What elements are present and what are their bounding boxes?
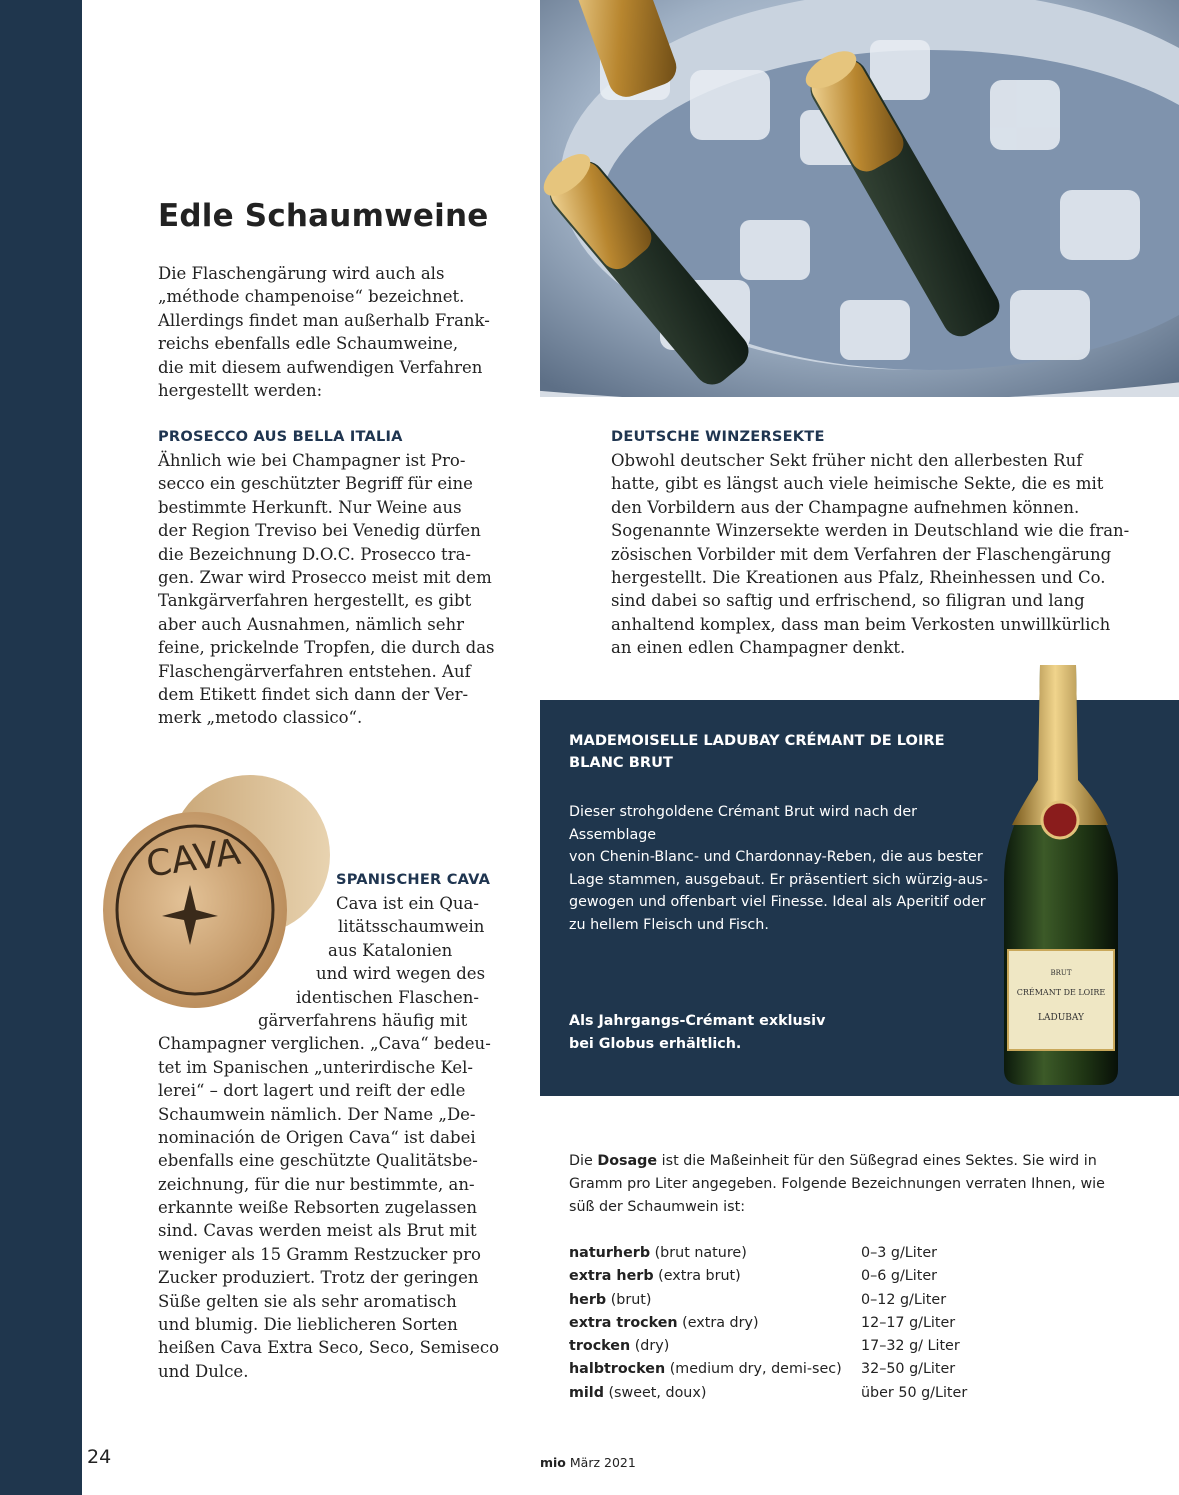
dosage-row-description: (dry) <box>630 1338 670 1355</box>
dosage-row-amount: 17–32 g/ Liter <box>861 1338 960 1355</box>
dosage-row <box>569 1265 1129 1288</box>
dosage-row-term: mild <box>569 1384 604 1401</box>
article-title: Edle Schaumweine <box>158 198 489 234</box>
dosage-row <box>569 1382 1129 1405</box>
dosage-row-amount: 0–12 g/Liter <box>861 1291 947 1308</box>
issue-date: März 2021 <box>565 1455 636 1470</box>
cava-line: und wird wegen des <box>316 964 486 984</box>
dosage-row <box>569 1358 1129 1381</box>
dosage-row-amount: 0–6 g/Liter <box>861 1268 937 1285</box>
dosage-row-term: herb <box>569 1291 607 1308</box>
winzersekte-paragraph: Obwohl deutscher Sekt früher nicht den allerbesten Ruf hatte, gibt es längst auch viele heimische Sekte, die es mit den Vorbildern aus der Champagne aufnehmen können. Sogenannte Winzersekte werden in Deutschland wie die fran- zösischen Vorbilder mit dem Verfahren der Flaschengärung hergestellt. Die Kreationen aus Pfalz, Rheinhessen und Co. sind dabei so saftig und erfrischend, so filigran und lang anhaltend komplex, dass man beim Verkosten unwillkürlich an einen edlen Champagner denkt. <box>611 451 1130 658</box>
cremant-bottle-image <box>990 660 1130 1090</box>
dosage-row-description: (brut nature) <box>650 1245 747 1261</box>
bottle-label-maker: LADUBAY <box>1038 1013 1084 1023</box>
product-title: MADEMOISELLE LADUBAY CRÉMANT DE LOIRE BLANC BRUT <box>569 732 945 771</box>
dosage-row-amount: über 50 g/Liter <box>861 1384 968 1401</box>
bottle-label-name: CRÉMANT DE LOIRE <box>1016 988 1106 997</box>
dosage-term: Dosage <box>597 1153 658 1169</box>
dosage-row <box>569 1289 1129 1312</box>
cava-line: lerei“ – dort lagert und reift der edle <box>158 1081 466 1101</box>
dosage-intro: Die Dosage ist die Maßeinheit für den Süßegrad eines Sektes. Sie wird in Gramm pro Liter angegeben. Folgende Bezeichnungen verraten Ihnen, wie süß der Schaumwein ist: <box>569 1153 1105 1215</box>
dosage-row-term: halbtrocken <box>569 1361 666 1378</box>
cava-line: und Dulce. <box>158 1361 249 1381</box>
cava-line: litätsschaumwein <box>338 917 485 937</box>
prosecco-paragraph: Ähnlich wie bei Champagner ist Pro- secco ein geschützter Begriff für eine bestimmte Herkunft. Nur Weine aus der Region Treviso bei Venedig dürfen die Bezeichnung D.O.C. Prosecco tra- gen. Zwar wird Prosecco meist mit dem Tankgärverfahren hergestellt, es gibt aber auch Ausnahmen, nämlich sehr feine, prickelnde Tropfen, die durch das Flaschengärverfahren entstehen. Auf dem Etikett findet sich dann der Ver- merk „metodo classico“. <box>158 451 495 728</box>
cava-line: zeichnung, für die nur bestimmte, an- <box>158 1174 475 1194</box>
cava-line: erkannte weiße Rebsorten zugelassen <box>158 1198 477 1218</box>
cava-line: Cava ist ein Qua- <box>336 894 479 913</box>
dosage-row <box>569 1335 1129 1358</box>
footer-issue <box>540 1455 636 1470</box>
champagne-ice-bucket-photo <box>540 0 1179 397</box>
cava-line: Champagner verglichen. „Cava“ bedeu- <box>158 1034 491 1054</box>
bottle-label-brut: BRUT <box>1050 969 1072 977</box>
dosage-row-description: (extra dry) <box>677 1314 759 1331</box>
cava-line: Schaumwein nämlich. Der Name „De- <box>158 1104 476 1124</box>
cava-line: nominación de Origen Cava“ ist dabei <box>158 1127 476 1147</box>
dosage-row-term: extra herb <box>569 1268 654 1285</box>
cava-line: weniger als 15 Gramm Restzucker pro <box>158 1244 481 1264</box>
dosage-row-term: extra trocken <box>569 1314 678 1331</box>
cava-heading: SPANISCHER CAVA <box>336 871 491 888</box>
cava-line: aus Katalonien <box>328 940 453 960</box>
dosage-row-amount: 0–3 g/Liter <box>861 1245 937 1261</box>
dosage-row-description: (brut) <box>606 1291 652 1308</box>
cava-line: heißen Cava Extra Seco, Seco, Semiseco <box>158 1338 500 1358</box>
intro-paragraph: Die Flaschengärung wird auch als „méthode champenoise“ bezeichnet. Allerdings findet man außerhalb Frank- reichs ebenfalls edle Schaumweine, die mit diesem aufwendigen Verfahren hergestellt werden: <box>158 264 490 401</box>
cava-paragraph <box>158 892 498 1383</box>
left-sidebar-band <box>0 0 82 1495</box>
cava-line: und blumig. Die lieblicheren Sorten <box>158 1315 458 1335</box>
page-number: 24 <box>87 1446 112 1468</box>
product-description: Dieser strohgoldene Crémant Brut wird nach der Assemblage von Chenin-Blanc- und Chardonnay-Reben, die aus bester Lage stammen, ausgebaut. Er präsentiert sich würzig-aus- gewogen und offenbart viel Finesse. Ideal als Aperitif oder zu hellem Fleisch und Fisch. <box>569 804 989 933</box>
dosage-table <box>569 1242 1129 1405</box>
cork-stamp-text: CAVA <box>143 831 244 886</box>
cava-line: Süße gelten sie als sehr aromatisch <box>158 1291 457 1311</box>
cava-line: tet im Spanischen „unterirdische Kel- <box>158 1057 473 1077</box>
product-availability-note: Als Jahrgangs-Crémant exklusiv bei Globus erhältlich. <box>569 1013 826 1052</box>
dosage-row-description: (sweet, doux) <box>603 1384 707 1401</box>
dosage-row-description: (medium dry, demi-sec) <box>665 1361 842 1378</box>
prosecco-heading: PROSECCO AUS BELLA ITALIA <box>158 428 403 445</box>
winzersekte-heading: DEUTSCHE WINZERSEKTE <box>611 428 825 445</box>
magazine-name: mio <box>540 1455 566 1470</box>
dosage-row-amount: 32–50 g/Liter <box>861 1361 956 1378</box>
cava-line: ebenfalls eine geschützte Qualitätsbe- <box>158 1151 478 1171</box>
dosage-row-term: trocken <box>569 1338 631 1355</box>
cava-line: sind. Cavas werden meist als Brut mit <box>158 1221 477 1241</box>
cava-line: Zucker produziert. Trotz der geringen <box>158 1268 479 1288</box>
dosage-row-amount: 12–17 g/Liter <box>861 1314 956 1331</box>
dosage-row-term: naturherb <box>569 1245 651 1261</box>
cava-line: gärverfahrens häufig mit <box>258 1010 468 1030</box>
dosage-row <box>569 1242 1129 1265</box>
cava-line: identischen Flaschen- <box>296 987 479 1007</box>
dosage-row-description: (extra brut) <box>653 1268 741 1285</box>
dosage-row <box>569 1312 1129 1335</box>
